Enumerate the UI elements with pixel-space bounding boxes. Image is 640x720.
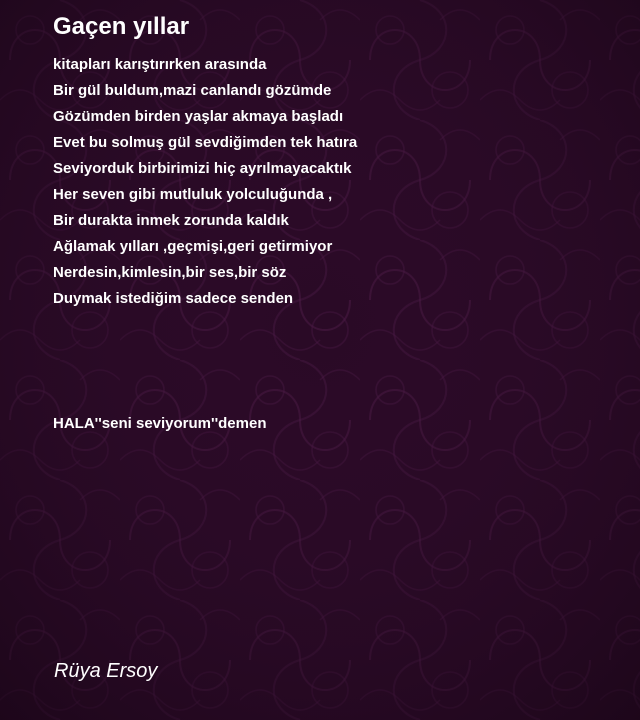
poem-line: Nerdesin,kimlesin,bir ses,bir söz xyxy=(53,264,287,281)
poem-author: Rüya Ersoy xyxy=(54,660,158,682)
poem-line: Evet bu solmuş gül sevdiğimden tek hatıra xyxy=(53,134,358,151)
poem-title: Gaçen yıllar xyxy=(53,13,190,40)
poem-line: Her seven gibi mutluluk yolculuğunda , xyxy=(53,186,333,203)
poem-closing-line: HALA''seni seviyorum''demen xyxy=(53,415,267,432)
poem-line: Gözümden birden yaşlar akmaya başladı xyxy=(53,108,344,125)
poem-line: Bir gül buldum,mazi canlandı gözümde xyxy=(53,82,332,99)
poem-line: kitapları karıştırırken arasında xyxy=(53,56,267,73)
poem-line: Ağlamak yılları ,geçmişi,geri getirmiyor xyxy=(53,238,333,255)
poem-line: Seviyorduk birbirimizi hiç ayrılmayacaktık xyxy=(53,160,352,177)
poem-line: Duymak istediğim sadece senden xyxy=(53,290,294,307)
poem-line: Bir durakta inmek zorunda kaldık xyxy=(53,212,289,229)
poem-body xyxy=(53,52,357,312)
